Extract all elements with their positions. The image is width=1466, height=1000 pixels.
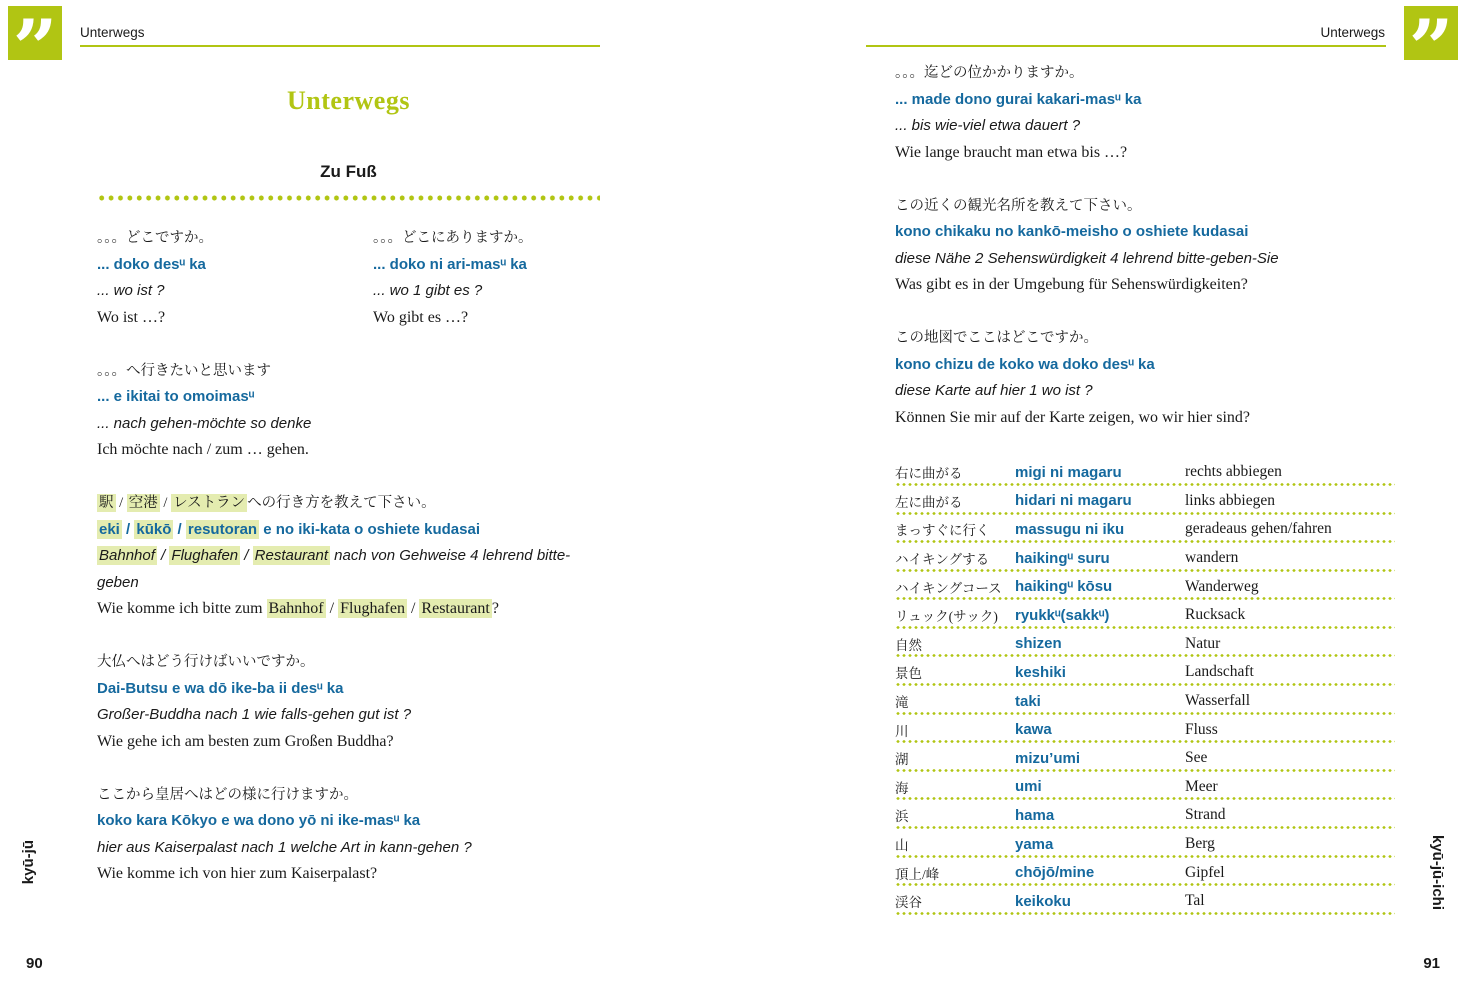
phrase-romaji <box>97 517 600 544</box>
vocab-romaji: hidari ni magaru <box>1015 492 1132 510</box>
highlighted-word: eki <box>99 520 120 538</box>
text-segment: への行き方を教えて下さい。 <box>247 495 436 511</box>
text-segment: / <box>156 547 170 564</box>
phrase-pair-row <box>97 225 600 331</box>
vocab-japanese: リュック(サック) <box>895 609 998 625</box>
quote-badge-right <box>1404 6 1458 60</box>
phrase-japanese: この地図でここはどこですか。 <box>895 330 1098 346</box>
vocab-row <box>895 600 1395 629</box>
vocab-german: Strand <box>1185 806 1226 824</box>
vocab-romaji: haikingᵘ suru <box>1015 549 1110 567</box>
vocab-japanese: 渓谷 <box>895 895 922 911</box>
vocab-row <box>895 458 1395 487</box>
vocab-row <box>895 743 1395 772</box>
phrase-romaji: ... made dono gurai kakari-masᵘ ka <box>895 90 1142 108</box>
phrase-german <box>97 596 600 623</box>
phrase-block <box>97 782 600 888</box>
vocab-romaji: taki <box>1015 692 1041 710</box>
vocab-japanese: ハイキングコース <box>895 580 1002 596</box>
highlighted-word: resutoran <box>187 520 258 538</box>
phrase-german: Wie komme ich von hier zum Kaiserpalast? <box>97 865 378 882</box>
vocab-german: Wasserfall <box>1185 692 1251 710</box>
highlighted-word: Flughafen <box>171 547 239 564</box>
vocab-row <box>895 886 1395 915</box>
vocab-romaji: kawa <box>1015 721 1052 739</box>
phrase-gloss: diese Karte auf hier 1 wo ist ? <box>895 382 1093 399</box>
phrase-german: Wie lange braucht man etwa bis …? <box>895 143 1128 161</box>
phrase-gloss: Großer-Buddha nach 1 wie falls-gehen gut ist ? <box>97 706 412 723</box>
phrase-german: Wo gibt es …? <box>373 308 469 326</box>
phrase-german: Was gibt es in der Umgebung für Sehenswürdigkeiten? <box>895 276 1248 293</box>
vocab-japanese: 左に曲がる <box>895 494 963 510</box>
vocab-japanese: 川 <box>895 723 909 739</box>
phrase-japanese: この近くの観光名所を教えて下さい。 <box>895 197 1142 214</box>
vocab-german: Gipfel <box>1185 863 1225 881</box>
phrase-romaji: ... doko ni ari-masᵘ ka <box>373 255 527 273</box>
phrase-german: Wie gehe ich am besten zum Großen Buddha? <box>97 732 394 750</box>
highlighted-word: Bahnhof <box>99 547 155 564</box>
phrase-gloss: ... wo 1 gibt es ? <box>373 282 483 299</box>
highlighted-word: レストラン <box>173 495 246 511</box>
margin-label-right: kyū-jū-ichi <box>1429 835 1446 911</box>
vocab-german: Fluss <box>1185 720 1218 738</box>
phrase-gloss: hier aus Kaiserpalast nach 1 welche Art in kann-gehen ? <box>97 838 472 856</box>
phrase-japanese: 。。。どこにありますか。 <box>373 230 533 246</box>
vocab-row <box>895 515 1395 544</box>
vocab-romaji: massugu ni iku <box>1015 520 1125 538</box>
vocab-japanese: 山 <box>895 838 909 854</box>
phrase-block <box>97 358 600 464</box>
vocab-romaji: yama <box>1015 835 1054 853</box>
vocab-row <box>895 686 1395 715</box>
phrase-german: Wo ist …? <box>97 308 166 326</box>
vocab-table <box>895 458 1395 916</box>
vocab-romaji: mizu’umi <box>1015 749 1081 767</box>
highlighted-word: Flughafen <box>340 600 405 617</box>
vocab-german: Berg <box>1185 835 1215 853</box>
vocab-row <box>895 486 1395 515</box>
vocab-japanese: 滝 <box>895 695 909 711</box>
vocab-german: See <box>1185 749 1208 767</box>
text-segment: Wie komme ich bitte zum <box>97 600 267 617</box>
vocab-row <box>895 772 1395 801</box>
text-segment: / <box>115 495 127 511</box>
vocab-romaji: shizen <box>1015 635 1062 653</box>
phrase-romaji: ... e ikitai to omoimasᵘ <box>97 388 255 405</box>
header-rule-left <box>80 45 600 47</box>
vocab-japanese: 自然 <box>895 637 922 653</box>
vocab-german: Landschaft <box>1185 663 1254 681</box>
vocab-romaji: umi <box>1015 778 1042 796</box>
phrase-gloss: ... bis wie-viel etwa dauert ? <box>895 117 1081 134</box>
phrase-german: Können Sie mir auf der Karte zeigen, wo wir hier sind? <box>895 408 1250 426</box>
phrase-block <box>97 225 373 331</box>
highlighted-word: Restaurant <box>421 600 490 617</box>
vocab-german: Tal <box>1185 892 1205 910</box>
vocab-row <box>895 629 1395 658</box>
vocab-german: links abbiegen <box>1185 491 1275 509</box>
phrase-romaji: ... doko desᵘ ka <box>97 255 206 273</box>
quote-badge-left <box>8 6 62 60</box>
dotted-separator <box>97 195 600 201</box>
quote-icon: ” <box>12 6 58 60</box>
phrase-japanese <box>97 490 600 517</box>
text-segment: / <box>173 520 186 538</box>
phrase-gloss <box>97 543 600 596</box>
vocab-row <box>895 572 1395 601</box>
text-segment: / <box>240 547 253 564</box>
vocab-german: wandern <box>1185 549 1239 567</box>
vocab-romaji: ryukkᵘ(sakkᵘ) <box>1015 606 1110 624</box>
phrase-japanese: ここから皇居へはどの様に行けますか。 <box>97 786 358 803</box>
highlighted-word: 駅 <box>99 495 114 511</box>
quote-icon: ” <box>1408 6 1454 60</box>
phrase-german: Ich möchte nach / zum … gehen. <box>97 441 309 458</box>
phrase-japanese: 大仏へはどう行けばいいですか。 <box>97 654 315 670</box>
vocab-german: Meer <box>1185 777 1218 795</box>
phrase-block <box>373 225 600 331</box>
vocab-row <box>895 715 1395 744</box>
vocab-row <box>895 829 1395 858</box>
phrase-gloss: ... wo ist ? <box>97 282 165 299</box>
text-segment: / <box>121 520 135 538</box>
highlighted-word: Restaurant <box>254 547 329 564</box>
vocab-romaji: haikingᵘ kōsu <box>1015 578 1113 596</box>
running-header-left: Unterwegs <box>80 25 145 40</box>
vocab-japanese: 右に曲がる <box>895 466 963 482</box>
section-title: Zu Fuß <box>320 162 377 181</box>
vocab-romaji: chōjō/mine <box>1015 864 1095 882</box>
phrase-japanese: 。。。どこですか。 <box>97 230 213 246</box>
phrase-gloss: diese Nähe 2 Sehenswürdigkeit 4 lehrend bitte-geben-Sie <box>895 249 1279 267</box>
phrase-romaji: kono chikaku no kankō-meisho o oshiete kudasai <box>895 223 1249 240</box>
vocab-japanese: まっすぐに行く <box>895 523 990 539</box>
text-segment: / <box>406 600 420 617</box>
vocab-romaji: migi ni magaru <box>1015 463 1122 481</box>
highlighted-word: Bahnhof <box>268 600 324 617</box>
phrase-block <box>895 325 1395 431</box>
vocab-german: Natur <box>1185 634 1221 652</box>
vocab-japanese: 湖 <box>895 752 909 768</box>
vocab-german: rechts abbiegen <box>1185 463 1282 481</box>
page-right-content <box>895 60 1395 915</box>
highlighted-word: 空港 <box>128 495 158 511</box>
vocab-row <box>895 543 1395 572</box>
vocab-romaji: hama <box>1015 806 1055 824</box>
vocab-japanese: 頂上/峰 <box>895 866 940 882</box>
vocab-row <box>895 658 1395 687</box>
phrase-romaji: kono chizu de koko wa doko desᵘ ka <box>895 355 1155 373</box>
vocab-japanese: 浜 <box>895 809 909 825</box>
vocab-japanese: 海 <box>895 780 909 796</box>
running-header-right: Unterwegs <box>1320 25 1385 40</box>
vocab-romaji: keikoku <box>1015 892 1071 910</box>
page-number-right: 91 <box>1423 955 1440 972</box>
vocab-row <box>895 801 1395 830</box>
phrase-japanese: 。。。迄どの位かかりますか。 <box>895 65 1084 81</box>
phrase-romaji: Dai-Butsu e wa dō ike-ba ii desᵘ ka <box>97 679 344 697</box>
vocab-german: Rucksack <box>1185 606 1246 624</box>
page-left-content <box>97 78 600 914</box>
vocab-german: Wanderweg <box>1185 577 1259 595</box>
phrase-block <box>895 193 1395 299</box>
text-segment: e no iki-kata o oshiete kudasai <box>259 520 480 538</box>
phrase-block <box>97 490 600 623</box>
phrase-gloss: ... nach gehen-möchte so denke <box>97 414 312 432</box>
margin-label-left: kyū-jū <box>20 840 37 885</box>
highlighted-word: kūkō <box>136 520 172 538</box>
text-segment: / <box>159 495 172 511</box>
phrase-block <box>97 649 600 755</box>
chapter-title: Unterwegs <box>287 86 410 115</box>
vocab-japanese: 景色 <box>895 666 922 682</box>
vocab-japanese: ハイキングする <box>895 552 990 568</box>
phrase-romaji: koko kara Kōkyo e wa dono yō ni ike-masᵘ ka <box>97 812 421 829</box>
vocab-romaji: keshiki <box>1015 663 1066 681</box>
header-rule-right <box>866 45 1386 47</box>
vocab-row <box>895 858 1395 887</box>
text-segment: / <box>325 600 339 617</box>
vocab-german: geradeaus gehen/fahren <box>1185 520 1332 538</box>
phrase-block <box>895 60 1395 166</box>
phrase-japanese: 。。。へ行きたいと思います <box>97 362 271 379</box>
text-segment: nach von Gehweise 4 lehrend bitte-geben <box>97 547 571 591</box>
page-number-left: 90 <box>26 955 43 972</box>
text-segment: ? <box>491 600 499 617</box>
